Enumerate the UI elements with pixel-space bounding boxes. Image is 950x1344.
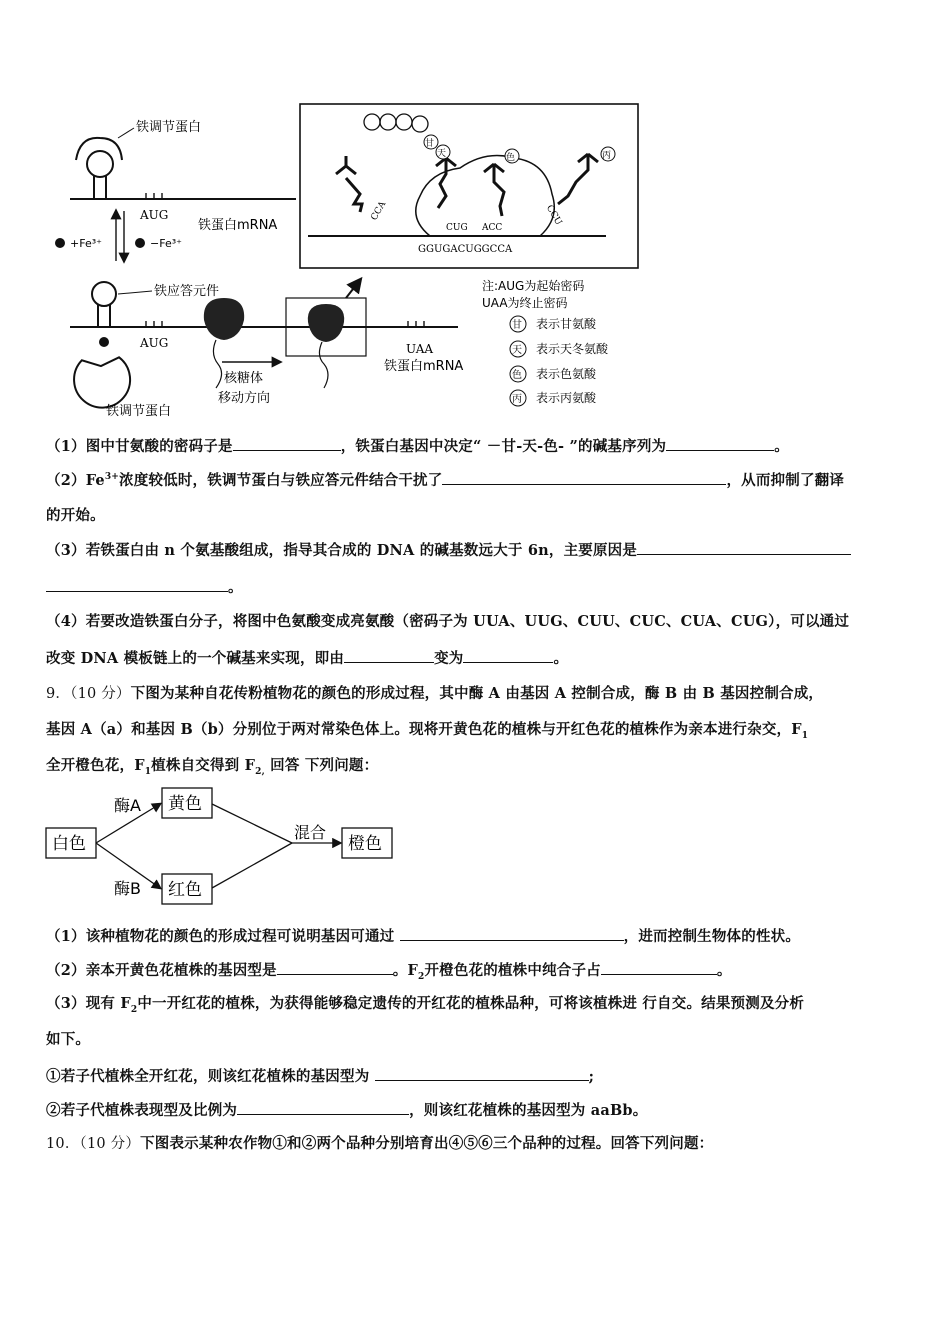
- q9-part1: （1）该种植物花的颜色的形成过程可说明基因可通过 ，进而控制生物体的性状。: [46, 928, 801, 945]
- legend-text: 表示天冬氨酸: [536, 342, 609, 356]
- q9-intro-3: 全开橙色花，$F_1$植株自交得到 $F_{2,}$ 回答 下列问题：: [46, 757, 379, 777]
- aug-label-bottom: AUG: [140, 336, 169, 350]
- ferritin-mrna-label-bottom: 铁蛋白mRNA: [384, 359, 464, 374]
- legend-symbol: 甘: [512, 320, 522, 331]
- answer-blank[interactable]: [375, 1066, 589, 1081]
- top-mrna-diagram: [70, 119, 296, 233]
- iron-regulatory-protein-label-top: 铁调节蛋白: [136, 120, 202, 135]
- answer-blank[interactable]: [666, 436, 774, 451]
- aa-bing-marker: 丙: [602, 151, 612, 161]
- answer-blank[interactable]: [277, 960, 393, 975]
- red-box-label: 红色: [168, 880, 202, 900]
- anticodon-cca: CCA: [369, 199, 389, 223]
- legend-symbol: 丙: [512, 394, 522, 405]
- answer-blank[interactable]: [601, 960, 717, 975]
- q8-part3: （3）若铁蛋白由 n 个氨基酸组成，指导其合成的 DNA 的碱基数远大于 6n，主要原因是: [46, 540, 851, 561]
- legend-text: 表示色氨酸: [536, 367, 597, 381]
- aa-gan-marker: 甘: [425, 139, 435, 149]
- answer-blank[interactable]: [344, 648, 434, 663]
- q9-intro-1: 9．（10 分）下图为某种自花传粉植物花的颜色的形成过程，其中酶 A 由基因 A 控制合成，酶 B 由 B 基因控制合成，: [46, 685, 824, 702]
- answer-blank[interactable]: [442, 470, 726, 485]
- white-box-label: 白色: [52, 834, 86, 854]
- legend-note-2: UAA为终止密码: [482, 296, 568, 310]
- mrna-sequence: GGUGACUGGCCA: [418, 244, 513, 255]
- anticodon-ccu: CCU: [543, 203, 564, 228]
- q8-part1: （1）图中甘氨酸的密码子是 ，铁蛋白基因中决定“ －甘-天-色- ”的碱基序列为 。: [46, 438, 789, 455]
- answer-blank[interactable]: [463, 648, 553, 663]
- flower-color-pathway: [44, 786, 400, 914]
- legend-text: 表示丙氨酸: [536, 391, 597, 405]
- enzyme-b-label: 酶B: [114, 879, 141, 898]
- q9-intro-2: 基因 A（a）和基因 B（b）分别位于两对常染色体上。现将开黄色花的植株与开红色花的植株作为亲本进行杂交，$F_1$: [46, 721, 809, 741]
- aug-label-top: AUG: [140, 208, 169, 222]
- bottom-mrna-diagram: [67, 280, 463, 419]
- aa-se-marker: 色: [506, 153, 516, 163]
- plus-fe-label: +Fe³⁺: [70, 237, 102, 250]
- legend-note-1: 注:AUG为起始密码: [482, 279, 585, 293]
- answer-blank[interactable]: [46, 577, 228, 592]
- q10-intro: 10．（10 分）下图表示某种农作物①和②两个品种分别培育出④⑤⑥三个品种的过程。回答下列问题：: [46, 1135, 714, 1152]
- orange-box-label: 橙色: [348, 834, 382, 854]
- q9-part2: （2）亲本开黄色花植株的基因型是 。$F_2$开橙色花的植株中纯合子占 。: [46, 962, 732, 982]
- q9-case2: ②若子代植株表现型及比例为 ，则该红花植株的基因型为 aaBb。: [46, 1102, 648, 1119]
- ribosome-direction-label-2: 移动方向: [218, 391, 271, 406]
- ferritin-translation-figure: [46, 98, 642, 420]
- translation-detail-box: [300, 104, 638, 268]
- q8-part2-cont: 的开始。: [46, 507, 105, 524]
- figure-legend: [482, 278, 609, 406]
- ferritin-mrna-label-top: 铁蛋白mRNA: [198, 218, 278, 233]
- aa-tian-marker: 天: [437, 149, 447, 159]
- answer-blank[interactable]: [400, 926, 624, 941]
- mix-label: 混合: [294, 823, 327, 842]
- q8-part3-cont: 。: [46, 577, 243, 598]
- legend-text: 表示甘氨酸: [536, 317, 597, 331]
- anticodon-acc: ACC: [482, 223, 503, 233]
- answer-blank[interactable]: [233, 436, 341, 451]
- q8-part4-cont: 改变 DNA 模板链上的一个碱基来实现，即由 变为 。: [46, 650, 569, 667]
- q9-part3: （3）现有 $F_2$中一开红花的植株，为获得能够稳定遗传的开红花的植株品种，可将该植株进 行自交。结果预测及分析: [46, 995, 805, 1015]
- uaa-label: UAA: [406, 342, 434, 356]
- yellow-box-label: 黄色: [168, 794, 202, 814]
- q8-part2: $(2)Fe^{3+}$浓度较低时，铁调节蛋白与铁应答元件结合干扰了 ，从而抑制了翻译: [46, 472, 845, 489]
- q9-case1: ①若子代植株全开红花，则该红花植株的基因型为 ;: [46, 1068, 595, 1085]
- minus-fe-label: −Fe³⁺: [150, 237, 182, 250]
- answer-blank[interactable]: [237, 1100, 409, 1115]
- legend-symbol: 色: [512, 370, 522, 381]
- enzyme-a-label: 酶A: [114, 796, 141, 815]
- iron-response-element-label: 铁应答元件: [154, 284, 220, 299]
- iron-regulatory-protein-label-bottom: 铁调节蛋白: [106, 404, 172, 419]
- legend-symbol: 天: [512, 345, 522, 356]
- q8-part4: （4）若要改造铁蛋白分子，将图中色氨酸变成亮氨酸（密码子为 UUA、UUG、CUU、CUC、CUA、CUG），可以通过: [46, 613, 850, 630]
- answer-blank[interactable]: [637, 540, 851, 555]
- ribosome-direction-label-1: 核糖体: [224, 371, 264, 386]
- anticodon-cug: CUG: [446, 223, 468, 233]
- q9-part3-cont: 如下。: [46, 1031, 91, 1048]
